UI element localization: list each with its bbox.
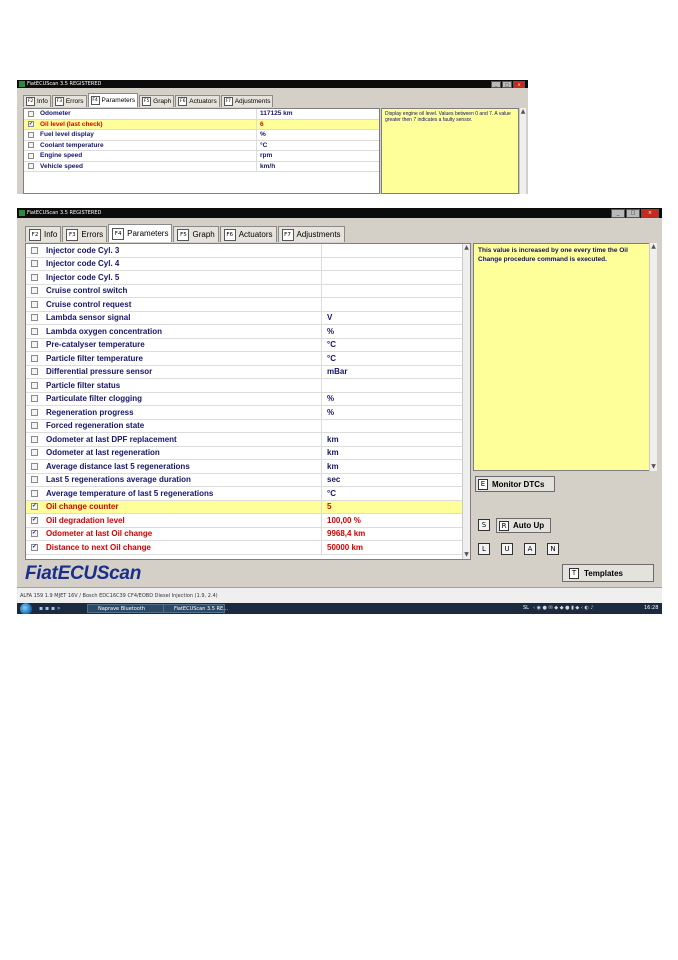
tab-key-label: F2 [27, 99, 34, 104]
tab-key-label: F2 [29, 229, 41, 241]
app-icon [19, 81, 25, 87]
parameter-row[interactable] [24, 130, 379, 141]
n-button[interactable]: N [547, 543, 559, 555]
parameter-checkbox[interactable] [31, 463, 38, 470]
parameter-value: % [327, 394, 335, 404]
parameter-checkbox[interactable] [31, 449, 38, 456]
fiatecuscan-logo: FiatECUScan [25, 563, 142, 584]
parameter-name: Injector code Cyl. 4 [46, 258, 322, 271]
parameter-row[interactable] [26, 501, 462, 515]
info-box [473, 243, 651, 471]
app-icon [19, 210, 25, 216]
parameter-value [322, 271, 327, 284]
parameters-list [23, 108, 380, 194]
parameter-value: 100,00 % [327, 515, 361, 525]
vehicle-ecu-status: ALFA 159 1.9 MJET 16V / Bosch EDC16C39 CF4/EOBD Diesel Injection (1.9, 2.4) [20, 593, 218, 599]
parameter-name: Injector code Cyl. 3 [46, 244, 322, 257]
tab-key-label: F3 [56, 99, 63, 104]
parameter-name: Injector code Cyl. 5 [46, 271, 322, 284]
parameter-name: Cruise control switch [46, 285, 322, 298]
parameter-value: °C [327, 340, 336, 350]
parameter-row[interactable] [26, 447, 462, 461]
parameter-value [322, 285, 327, 298]
checkmark-icon: ✓ [31, 516, 38, 523]
tab-label: Errors [81, 230, 104, 239]
parameter-checkbox[interactable] [31, 395, 38, 402]
close-button[interactable]: × [641, 209, 659, 218]
tab-errors[interactable] [62, 226, 107, 242]
parameter-name: Odometer [40, 109, 257, 119]
parameter-row[interactable] [26, 366, 462, 380]
parameter-row[interactable] [26, 514, 462, 528]
parameter-value: km [327, 448, 339, 458]
parameter-checkbox[interactable] [31, 260, 38, 267]
tab-bar [23, 93, 274, 107]
window-title: FiatECUScan 3.5 REGISTERED [27, 81, 102, 87]
checkmark-icon: ✓ [31, 530, 38, 537]
parameter-checkbox[interactable] [31, 328, 38, 335]
parameter-name: Cruise control request [46, 298, 322, 311]
parameter-value [322, 298, 327, 311]
checkmark-icon: ✓ [31, 503, 38, 510]
parameter-value: km/h [260, 162, 276, 170]
tab-label: Parameters [101, 97, 136, 104]
checkmark-icon: ✓ [31, 543, 38, 550]
language-indicator[interactable]: SL [523, 605, 529, 611]
parameter-row[interactable] [24, 120, 379, 131]
scroll-down-icon[interactable]: ▼ [464, 551, 469, 558]
parameter-checkbox[interactable] [31, 517, 38, 524]
parameter-checkbox[interactable] [31, 355, 38, 362]
parameter-name: Particle filter temperature [46, 352, 322, 365]
parameter-name: Fuel level display [40, 130, 257, 140]
parameter-row[interactable] [26, 298, 462, 312]
window-main [17, 208, 662, 614]
parameter-name: Regeneration progress [46, 406, 322, 419]
clock[interactable]: 16:28 [644, 605, 659, 611]
auto-up-label: Auto Up [513, 521, 545, 530]
tab-actuators[interactable] [175, 95, 219, 107]
tab-key-label: F6 [180, 99, 186, 104]
parameter-row[interactable] [26, 285, 462, 299]
parameter-checkbox[interactable] [28, 142, 34, 148]
parameter-name: Odometer at last Oil change [46, 528, 322, 541]
minimize-button[interactable]: _ [611, 209, 625, 218]
tab-label: Graph [153, 98, 172, 105]
parameter-checkbox[interactable] [31, 382, 38, 389]
parameter-row[interactable] [26, 352, 462, 366]
parameter-name: Particulate filter clogging [46, 393, 322, 406]
parameter-row[interactable] [24, 151, 379, 162]
parameter-value [322, 420, 327, 433]
l-button[interactable]: L [478, 543, 490, 555]
parameter-value: % [260, 131, 266, 139]
scroll-down-icon[interactable]: ▼ [651, 463, 656, 470]
info-scrollbar[interactable] [649, 243, 657, 471]
parameter-row[interactable] [26, 339, 462, 353]
taskbar [17, 603, 662, 614]
parameter-row[interactable] [24, 162, 379, 173]
title-bar [17, 208, 662, 218]
parameter-value: °C [260, 141, 268, 149]
tab-label: Parameters [127, 229, 169, 238]
tab-key-label: F4 [92, 98, 98, 103]
parameter-name: Lambda oxygen concentration [46, 325, 322, 338]
tab-graph[interactable] [139, 95, 174, 107]
maximize-button[interactable]: □ [502, 81, 512, 88]
tab-label: Graph [192, 230, 215, 239]
parameter-row[interactable] [26, 541, 462, 555]
auto-up-button[interactable] [496, 518, 551, 533]
parameter-value: 117125 km [260, 110, 293, 118]
parameter-checkbox[interactable] [31, 341, 38, 348]
info-text: This value is increased by one every time the Oil Change procedure command is executed. [478, 247, 628, 263]
parameter-row[interactable] [26, 433, 462, 447]
parameter-value: sec [327, 475, 341, 485]
parameter-row[interactable] [26, 528, 462, 542]
scroll-up-icon[interactable]: ▲ [651, 243, 656, 250]
parameter-checkbox[interactable] [31, 436, 38, 443]
parameter-checkbox[interactable] [28, 132, 34, 138]
tab-key-label: F5 [177, 229, 189, 241]
tab-key-label: F4 [112, 228, 124, 240]
parameter-row[interactable] [26, 244, 462, 258]
parameter-name: Differential pressure sensor [46, 366, 322, 379]
parameter-value: km [327, 434, 339, 444]
parameter-row[interactable] [26, 271, 462, 285]
start-button[interactable] [20, 603, 32, 614]
parameter-name: Oil level (last check) [40, 120, 257, 130]
parameter-name: Oil degradation level [46, 514, 322, 527]
parameter-name: Particle filter status [46, 379, 322, 392]
info-scrollbar[interactable] [519, 108, 526, 194]
tab-label: Actuators [238, 230, 273, 239]
parameter-value: 50000 km [327, 542, 364, 552]
templates-button[interactable] [562, 564, 654, 582]
parameter-checkbox[interactable] [31, 476, 38, 483]
parameters-list [25, 243, 471, 560]
parameter-row[interactable] [26, 325, 462, 339]
tab-info[interactable] [23, 95, 51, 107]
parameter-value: °C [327, 353, 336, 363]
parameter-row[interactable] [26, 393, 462, 407]
monitor-dtcs-label: Monitor DTCs [492, 479, 545, 489]
parameter-checkbox[interactable] [31, 422, 38, 429]
close-button[interactable]: × [513, 81, 525, 88]
tab-parameters[interactable] [88, 93, 139, 107]
tab-label: Info [44, 230, 58, 239]
parameter-value: 9968,4 km [327, 529, 366, 539]
window-title: FiatECUScan 3.5 REGISTERED [27, 210, 102, 216]
parameter-name: Odometer at last regeneration [46, 447, 322, 460]
parameter-name: Oil change counter [46, 501, 322, 514]
window-top [17, 80, 528, 194]
tab-adjustments[interactable] [278, 226, 345, 242]
title-bar [17, 80, 528, 88]
parameter-value: V [327, 313, 333, 323]
scroll-up-icon[interactable]: ▲ [464, 244, 469, 251]
tab-key-label: F7 [225, 99, 231, 104]
parameter-checkbox[interactable] [31, 544, 38, 551]
parameter-checkbox[interactable] [28, 111, 34, 117]
parameter-checkbox[interactable] [31, 247, 38, 254]
parameter-name: Average distance last 5 regenerations [46, 460, 322, 473]
monitor-dtcs-button[interactable] [475, 476, 555, 492]
parameter-value [322, 244, 327, 257]
parameter-checkbox[interactable] [31, 274, 38, 281]
parameter-value: 5 [327, 502, 332, 512]
tab-info[interactable] [25, 226, 61, 242]
parameter-checkbox[interactable] [28, 163, 34, 169]
tab-label: Adjustments [234, 98, 271, 105]
auto-up-key-label: R [499, 521, 509, 531]
parameter-name: Odometer at last DPF replacement [46, 433, 322, 446]
tab-errors[interactable] [52, 95, 87, 107]
parameter-value: % [327, 407, 335, 417]
parameter-checkbox[interactable] [31, 490, 38, 497]
quick-launch-icons: ▪ ▪ ▪ » [39, 605, 61, 612]
minimize-button[interactable]: _ [491, 81, 501, 88]
tab-key-label: F7 [282, 229, 294, 241]
parameter-row[interactable] [26, 312, 462, 326]
parameter-value: 6 [260, 120, 264, 128]
parameter-checkbox[interactable] [31, 409, 38, 416]
parameter-value: °C [327, 488, 336, 498]
parameter-row[interactable] [26, 406, 462, 420]
parameter-checkbox[interactable] [31, 301, 38, 308]
parameter-name: Average temperature of last 5 regenerations [46, 487, 322, 500]
parameter-name: Forced regeneration state [46, 420, 322, 433]
tab-label: Errors [65, 98, 84, 105]
tab-actuators[interactable] [220, 226, 277, 242]
list-scrollbar[interactable] [462, 244, 470, 559]
tab-parameters[interactable] [108, 224, 172, 242]
monitor-key-label: E [478, 479, 488, 490]
a-button[interactable]: A [524, 543, 536, 555]
parameter-checkbox[interactable] [31, 314, 38, 321]
parameter-value: rpm [260, 152, 273, 160]
tab-label: Actuators [189, 98, 217, 105]
s-button[interactable]: S [478, 519, 490, 531]
parameter-row[interactable] [26, 460, 462, 474]
parameter-checkbox[interactable] [31, 503, 38, 510]
parameter-value: km [327, 461, 339, 471]
parameter-row[interactable] [26, 487, 462, 501]
parameter-name: Lambda sensor signal [46, 312, 322, 325]
tab-key-label: F5 [143, 99, 150, 104]
parameter-value [322, 258, 327, 271]
status-bar [17, 587, 662, 603]
parameter-value: % [327, 326, 335, 336]
parameter-name: Last 5 regenerations average duration [46, 474, 322, 487]
scroll-up-icon[interactable]: ▲ [520, 108, 526, 115]
tab-key-label: F6 [224, 229, 236, 241]
parameter-name: Coolant temperature [40, 141, 257, 151]
parameter-name: Distance to next Oil change [46, 541, 322, 554]
parameter-name: Pre-catalyser temperature [46, 339, 322, 352]
parameter-row[interactable] [24, 109, 379, 120]
maximize-button[interactable]: □ [626, 209, 640, 218]
u-button[interactable]: U [501, 543, 513, 555]
parameter-row[interactable] [24, 141, 379, 152]
tab-adjustments[interactable] [221, 95, 274, 107]
parameter-checkbox[interactable] [31, 287, 38, 294]
tab-bar [25, 224, 346, 242]
templates-key-label: T [569, 568, 579, 579]
parameter-value: mBar [327, 367, 348, 377]
parameter-checkbox[interactable] [31, 368, 38, 375]
parameter-checkbox[interactable] [28, 153, 34, 159]
tab-label: Info [37, 98, 48, 105]
parameter-row[interactable] [26, 474, 462, 488]
taskbar-item-fiatecuscan[interactable]: FiatECUScan 3.5 RE... [163, 604, 225, 613]
tray-icons: ‹ ◉ ● ✉ ◆ ◆ ● ▮ ◆ ‹ ◐ ♪ [533, 605, 594, 611]
parameter-row[interactable] [26, 258, 462, 272]
parameter-value [322, 379, 327, 392]
info-text: Display engine oil level. Values between 0 and 7. A value greater then 7 indicates a faulty sensor. [385, 111, 511, 123]
parameter-name: Vehicle speed [40, 162, 257, 172]
templates-label: Templates [584, 568, 623, 578]
tab-label: Adjustments [296, 230, 341, 239]
parameter-name: Engine speed [40, 151, 257, 161]
parameter-checkbox[interactable] [28, 121, 34, 127]
parameter-checkbox[interactable] [31, 530, 38, 537]
tab-graph[interactable] [173, 226, 218, 242]
taskbar-item-bluetooth[interactable]: Naprave Bluetooth [87, 604, 167, 613]
parameter-row[interactable] [26, 379, 462, 393]
parameter-row[interactable] [26, 420, 462, 434]
checkmark-icon: ✓ [28, 121, 34, 128]
tab-key-label: F3 [66, 229, 78, 241]
info-box [381, 108, 519, 194]
